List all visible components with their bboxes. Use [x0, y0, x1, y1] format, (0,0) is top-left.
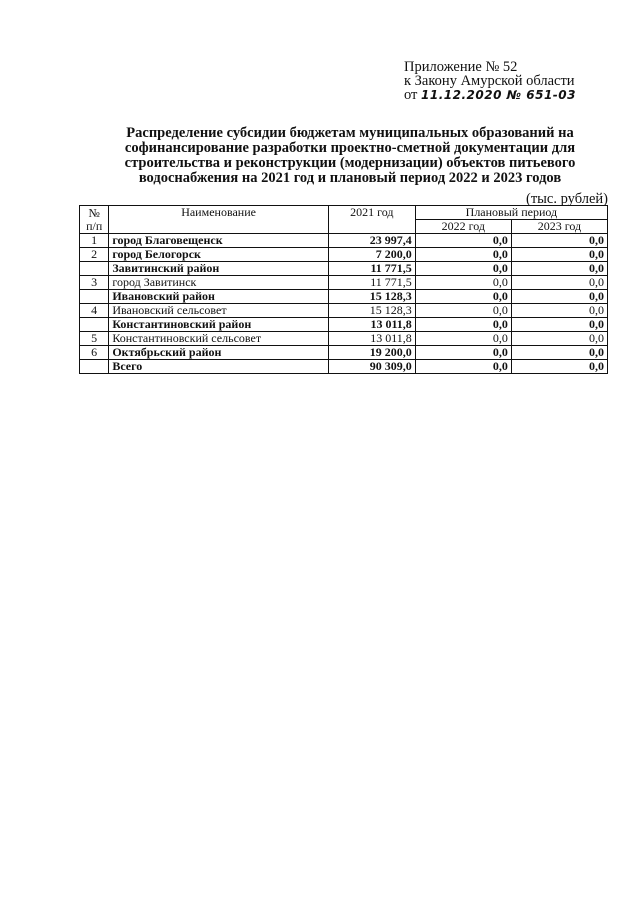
- table-header: [80, 206, 608, 234]
- row-2022: 0,0: [415, 290, 511, 304]
- row-2022: 0,0: [415, 318, 511, 332]
- row-num: 2: [80, 248, 109, 262]
- table-row: [80, 290, 608, 304]
- row-2023: 0,0: [511, 360, 607, 374]
- header-num: № п/п: [80, 206, 109, 234]
- row-2021: 15 128,3: [328, 304, 415, 318]
- row-name: Ивановский район: [109, 290, 328, 304]
- units-label: (тыс. рублей): [526, 191, 608, 207]
- row-2022: 0,0: [415, 332, 511, 346]
- row-2021: 7 200,0: [328, 248, 415, 262]
- row-2022: 0,0: [415, 304, 511, 318]
- table-body: [80, 234, 608, 374]
- header-2022: 2022 год: [415, 220, 511, 234]
- appendix-number: Приложение № 52: [404, 59, 518, 75]
- document-title: Распределение субсидии бюджетам муниципальных образований на софинансирование разработки проектно-сметной документации для строительства и реконструкции (модернизации) объектов питьевого водоснабжения на 2021 год и плановый период 2022 и 2023 годов: [124, 125, 576, 186]
- row-name: Константиновский район: [109, 318, 328, 332]
- row-2022: 0,0: [415, 360, 511, 374]
- header-2021: 2021 год: [328, 206, 415, 234]
- row-num: 1: [80, 234, 109, 248]
- row-2021: 11 771,5: [328, 276, 415, 290]
- appendix-law: к Закону Амурской области: [404, 73, 575, 89]
- row-num: [80, 262, 109, 276]
- header-2023: 2023 год: [511, 220, 607, 234]
- row-name: Октябрьский район: [109, 346, 328, 360]
- table-row: [80, 346, 608, 360]
- row-2021: 23 997,4: [328, 234, 415, 248]
- row-name: город Завитинск: [109, 276, 328, 290]
- row-name: Завитинский район: [109, 262, 328, 276]
- subsidy-table: [79, 205, 608, 374]
- row-2023: 0,0: [511, 332, 607, 346]
- handwritten-date-number: 11.12.2020 № 651-03: [421, 88, 576, 102]
- table-row: [80, 332, 608, 346]
- row-2023: 0,0: [511, 290, 607, 304]
- row-2022: 0,0: [415, 262, 511, 276]
- row-name: Ивановский сельсовет: [109, 304, 328, 318]
- table-row: [80, 234, 608, 248]
- row-num: 3: [80, 276, 109, 290]
- row-2022: 0,0: [415, 346, 511, 360]
- row-2021: 11 771,5: [328, 262, 415, 276]
- row-2021: 19 200,0: [328, 346, 415, 360]
- table-row: [80, 360, 608, 374]
- row-num: 5: [80, 332, 109, 346]
- row-2023: 0,0: [511, 304, 607, 318]
- row-name: город Благовещенск: [109, 234, 328, 248]
- row-2021: 13 011,8: [328, 318, 415, 332]
- header-planned-period: Плановый период: [415, 206, 607, 220]
- header-name: Наименование: [109, 206, 328, 234]
- table-row: [80, 304, 608, 318]
- row-2023: 0,0: [511, 346, 607, 360]
- row-num: [80, 360, 109, 374]
- table-row: [80, 248, 608, 262]
- row-num: 6: [80, 346, 109, 360]
- row-2023: 0,0: [511, 318, 607, 332]
- row-2022: 0,0: [415, 248, 511, 262]
- table-row: [80, 276, 608, 290]
- row-name: Всего: [109, 360, 328, 374]
- appendix-date-line: [404, 88, 576, 102]
- appendix-header: [404, 60, 576, 102]
- row-2021: 90 309,0: [328, 360, 415, 374]
- row-name: Константиновский сельсовет: [109, 332, 328, 346]
- row-num: [80, 318, 109, 332]
- appendix-date-prefix: от: [404, 87, 418, 103]
- row-num: [80, 290, 109, 304]
- row-2023: 0,0: [511, 276, 607, 290]
- row-num: 4: [80, 304, 109, 318]
- row-2021: 15 128,3: [328, 290, 415, 304]
- row-2022: 0,0: [415, 276, 511, 290]
- row-2023: 0,0: [511, 248, 607, 262]
- table-row: [80, 262, 608, 276]
- row-2021: 13 011,8: [328, 332, 415, 346]
- row-name: город Белогорск: [109, 248, 328, 262]
- row-2022: 0,0: [415, 234, 511, 248]
- row-2023: 0,0: [511, 234, 607, 248]
- table-row: [80, 318, 608, 332]
- row-2023: 0,0: [511, 262, 607, 276]
